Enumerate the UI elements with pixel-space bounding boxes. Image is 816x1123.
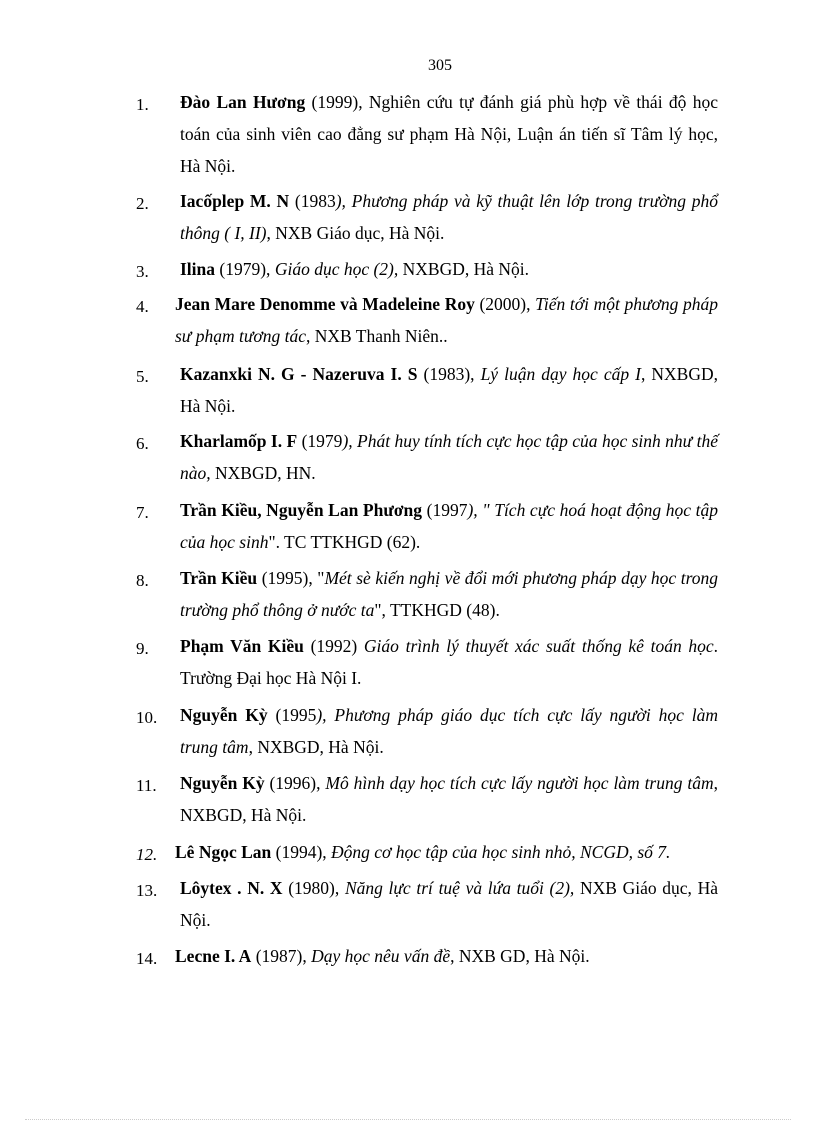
reference-author: Đào Lan Hương [180, 92, 306, 112]
reference-year: (1980), [282, 878, 345, 898]
reference-title: ), Phát huy tính tích cực học tập của học sinh như thế nào, [180, 431, 719, 483]
reference-year: (1994), [271, 842, 332, 862]
reference-author: Phạm Văn Kiều [180, 636, 304, 656]
reference-year: (1983), [417, 364, 481, 384]
reference-author: Kharlamốp I. F [180, 431, 298, 451]
reference-year: (2000), [474, 294, 536, 314]
reference-body [180, 630, 719, 694]
reference-body [180, 494, 719, 558]
reference-title: Giáo trình lý thuyết xác suất thống kê toán học [363, 636, 714, 656]
reference-year: (1983 [289, 191, 336, 211]
reference-year: (1979), [215, 259, 275, 279]
page-number: 305 [428, 57, 452, 74]
reference-rest: ", TTKHGD (48). [374, 600, 500, 620]
reference-author: Kazanxki N. G - Nazeruva I. S [180, 364, 418, 384]
reference-number: 8. [136, 571, 149, 590]
reference-author: Nguyễn Kỳ [180, 705, 268, 725]
reference-body [180, 872, 719, 936]
reference-body [180, 562, 718, 626]
reference-year: (1979 [297, 431, 343, 451]
reference-title: Mô hình dạy học tích cực lấy người học làm trung tâm [325, 773, 714, 793]
reference-rest: ". TC TTKHGD (62). [268, 532, 421, 552]
reference-number: 10. [136, 708, 158, 727]
reference-title: ), Phương pháp và kỹ thuật lên lớp trong trường phổ thông ( I, II) [180, 191, 719, 243]
reference-body [180, 253, 718, 285]
reference-author: Lê Ngọc Lan [175, 842, 272, 862]
reference-title: ), " Tích cực hoá hoạt động học tập của học sinh [180, 500, 719, 552]
reference-author: Nguyễn Kỳ [180, 773, 265, 793]
reference-title: Dạy học nêu vấn đề [311, 946, 451, 966]
reference-body [180, 699, 719, 763]
reference-number: 13. [136, 881, 158, 900]
reference-rest: , NXBGD, Hà Nội. [248, 737, 384, 757]
reference-year: (1997 [422, 500, 468, 520]
reference-year: (1999), [305, 92, 369, 112]
reference-title: Mét sè kiến nghị về đổi mới phương pháp dạy học trong trường phổ thông ở nước ta [180, 568, 718, 620]
reference-title: Giáo dục học (2), [274, 259, 399, 279]
reference-title: Năng lực trí tuệ và lứa tuổi (2), [344, 878, 575, 898]
reference-author: Trần Kiều [180, 568, 258, 588]
reference-body [180, 185, 719, 249]
page-bottom-divider [25, 1119, 791, 1120]
reference-number: 7. [136, 503, 149, 522]
reference-title: Lý luận dạy học cấp I [480, 364, 641, 384]
reference-number: 3. [136, 262, 149, 281]
reference-body [180, 358, 719, 422]
reference-year: (1995 [267, 705, 317, 725]
reference-rest: Nghiên cứu tự đánh giá phù hợp về thái độ học toán của sinh viên cao đẳng sư phạm Hà Nội, Luận án tiến sĩ Tâm lý học, Hà Nội. [180, 92, 718, 176]
reference-rest: , NXB Giáo dục, Hà Nội. [266, 223, 445, 243]
reference-author: Iacốplep M. N [180, 191, 290, 211]
reference-year: (1995), " [257, 568, 325, 588]
reference-number: 4. [136, 297, 149, 316]
reference-title: Động cơ học tập của học sinh nhỏ, NCGD, số 7. [331, 842, 671, 862]
reference-body [180, 425, 719, 489]
reference-year: (1992) [303, 636, 364, 656]
reference-title: Tiến tới một phương pháp sư phạm tương tác [175, 294, 718, 346]
reference-number: 2. [136, 194, 149, 213]
reference-year: (1996), [264, 773, 326, 793]
reference-author: Ilina [180, 259, 216, 279]
reference-rest: . Trường Đại học Hà Nội I. [180, 636, 719, 688]
reference-number: 11. [136, 776, 157, 795]
reference-body [175, 288, 718, 352]
reference-body [175, 940, 718, 972]
reference-rest: , NXB Thanh Niên.. [306, 326, 448, 346]
reference-rest: , NXBGD, Hà Nội. [180, 773, 718, 825]
reference-year: (1987), [251, 946, 312, 966]
reference-number: 6. [136, 434, 149, 453]
reference-number: 9. [136, 639, 149, 658]
reference-title: ), Phương pháp giáo dục tích cực lấy người học làm trung tâm [180, 705, 719, 757]
reference-body [180, 767, 718, 831]
reference-number: 14. [136, 949, 158, 968]
reference-author: Lôytex . N. X [180, 878, 283, 898]
reference-rest: NXBGD, Hà Nội. [398, 259, 530, 279]
reference-author: Trần Kiều, Nguyễn Lan Phương [180, 500, 423, 520]
reference-body [175, 836, 718, 868]
reference-author: Jean Mare Denomme và Madeleine Roy [175, 294, 475, 314]
reference-rest: NXB Giáo dục, Hà Nội. [180, 878, 719, 930]
reference-author: Lecne I. A [175, 946, 252, 966]
reference-rest: NXBGD, HN. [210, 463, 316, 483]
reference-number: 12. [136, 845, 158, 864]
reference-rest: , NXB GD, Hà Nội. [450, 946, 590, 966]
reference-body [180, 86, 718, 182]
reference-rest: , NXBGD, Hà Nội. [180, 364, 719, 416]
reference-number: 5. [136, 367, 149, 386]
reference-number: 1. [136, 95, 149, 114]
